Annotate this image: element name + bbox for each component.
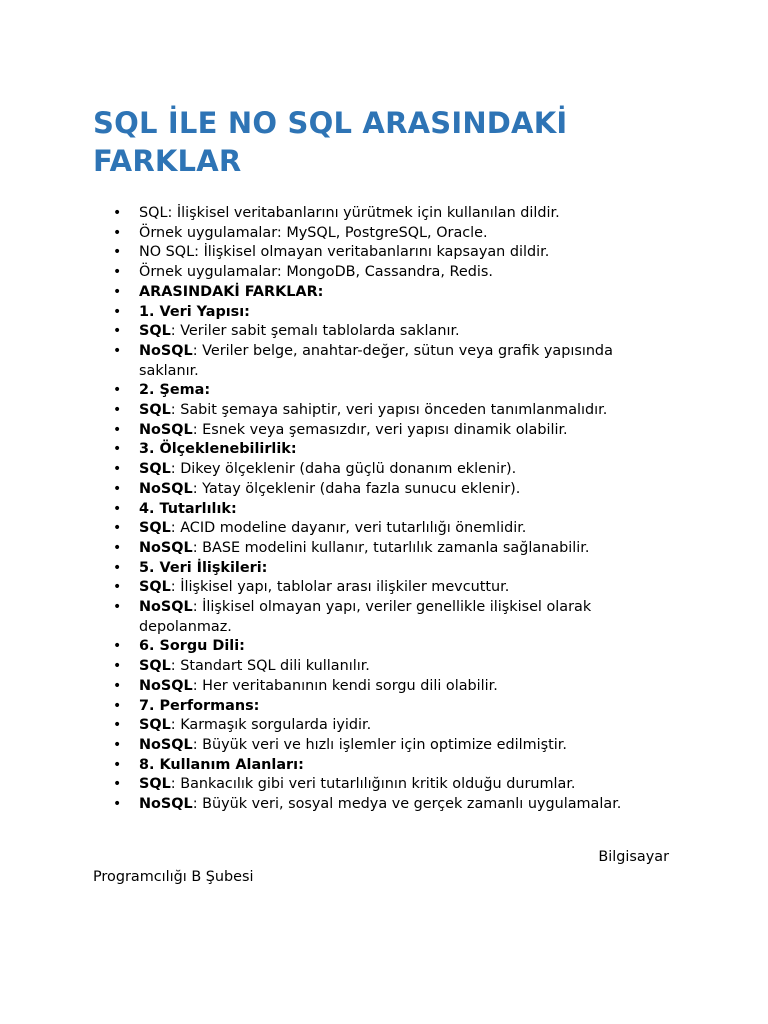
bullet-icon: • <box>113 756 122 773</box>
list-item-text: Örnek uygulamalar: MongoDB, Cassandra, Redis. <box>139 264 493 281</box>
bullet-icon: • <box>113 658 122 675</box>
bullet-icon: • <box>113 539 122 556</box>
list-item-bold: ARASINDAKİ FARKLAR: <box>139 283 324 300</box>
bullet-icon: • <box>113 244 122 261</box>
list-item <box>93 204 673 224</box>
list-item <box>93 283 673 303</box>
list-item <box>93 401 673 421</box>
list-item-bold: NoSQL <box>139 599 193 616</box>
list-item-text: : Veriler belge, anahtar-değer, sütun veya grafik yapısında saklanır. <box>139 342 613 379</box>
list-item <box>93 519 673 539</box>
list-item <box>93 697 673 717</box>
list-item-bold: 6. Sorgu Dili: <box>139 638 245 655</box>
bullet-icon: • <box>113 796 122 813</box>
list-item-text: : Standart SQL dili kullanılır. <box>170 658 370 675</box>
list-item <box>93 224 673 244</box>
list-item-text: : BASE modelini kullanır, tutarlılık zamanla sağlanabilir. <box>192 539 590 556</box>
list-item <box>93 243 673 263</box>
list-item <box>93 578 673 598</box>
signature-line-1: Bilgisayar <box>598 849 669 865</box>
list-item-text: : Büyük veri, sosyal medya ve gerçek zamanlı uygulamalar. <box>192 796 622 813</box>
list-item <box>93 775 673 795</box>
list-item-text: NO SQL: İlişkisel olmayan veritabanlarını kapsayan dildir. <box>139 244 550 261</box>
list-item-bold: SQL <box>139 402 171 419</box>
bullet-icon: • <box>113 500 122 517</box>
list-item-bold: SQL <box>139 323 171 340</box>
signature-line-2: Programcılığı B Şubesi <box>93 869 254 885</box>
bullet-icon: • <box>113 579 122 596</box>
bullet-icon: • <box>113 342 122 359</box>
list-item-bold: NoSQL <box>139 342 193 359</box>
list-item-bold: 2. Şema: <box>139 382 211 399</box>
list-item <box>93 637 673 657</box>
list-item-bold: NoSQL <box>139 796 193 813</box>
list-item-bold: 5. Veri İlişkileri: <box>139 559 268 576</box>
list-item-bold: SQL <box>139 658 171 675</box>
list-item <box>93 440 673 460</box>
list-item-bold: SQL <box>139 520 171 537</box>
bullet-icon: • <box>113 638 122 655</box>
list-item <box>93 480 673 500</box>
bullet-icon: • <box>113 283 122 300</box>
list-item-bold: SQL <box>139 461 171 478</box>
list-item-text: : Bankacılık gibi veri tutarlılığının kritik olduğu durumlar. <box>170 776 576 793</box>
bullet-icon: • <box>113 697 122 714</box>
bullet-list <box>93 204 673 815</box>
list-item <box>93 559 673 579</box>
list-item-text: : Dikey ölçeklenir (daha güçlü donanım eklenir). <box>170 461 517 478</box>
bullet-icon: • <box>113 736 122 753</box>
list-item <box>93 381 673 401</box>
bullet-icon: • <box>113 224 122 241</box>
bullet-icon: • <box>113 303 122 320</box>
list-item <box>93 736 673 756</box>
list-item <box>93 460 673 480</box>
list-item <box>93 322 673 342</box>
list-item <box>93 263 673 283</box>
list-item-bold: SQL <box>139 776 171 793</box>
list-item-bold: 7. Performans: <box>139 697 260 714</box>
list-item <box>93 539 673 559</box>
bullet-icon: • <box>113 776 122 793</box>
list-item-text: : İlişkisel yapı, tablolar arası ilişkiler mevcuttur. <box>170 579 510 596</box>
list-item <box>93 598 673 637</box>
list-item <box>93 657 673 677</box>
list-item-bold: NoSQL <box>139 480 193 497</box>
bullet-icon: • <box>113 461 122 478</box>
list-item <box>93 500 673 520</box>
list-item-text: Örnek uygulamalar: MySQL, PostgreSQL, Oracle. <box>139 224 488 241</box>
list-item-text: : ACID modeline dayanır, veri tutarlılığı önemlidir. <box>170 520 527 537</box>
list-item-bold: SQL <box>139 717 171 734</box>
bullet-icon: • <box>113 480 122 497</box>
list-item-bold: 4. Tutarlılık: <box>139 500 237 517</box>
document-title: SQL İLE NO SQL ARASINDAKİ FARKLAR <box>93 106 568 178</box>
bullet-icon: • <box>113 402 122 419</box>
bullet-icon: • <box>113 441 122 458</box>
bullet-icon: • <box>113 264 122 281</box>
list-item-text: : Veriler sabit şemalı tablolarda saklanır. <box>170 323 460 340</box>
list-item <box>93 756 673 776</box>
list-item-text: : Esnek veya şemasızdır, veri yapısı dinamik olabilir. <box>192 421 568 438</box>
list-item <box>93 342 673 381</box>
bullet-icon: • <box>113 677 122 694</box>
list-item-text: : Yatay ölçeklenir (daha fazla sunucu eklenir). <box>192 480 521 497</box>
list-item <box>93 303 673 323</box>
bullet-icon: • <box>113 717 122 734</box>
list-item-text: : Büyük veri ve hızlı işlemler için optimize edilmiştir. <box>192 736 567 753</box>
list-item-bold: NoSQL <box>139 677 193 694</box>
list-item-bold: SQL <box>139 579 171 596</box>
list-item-text: : Her veritabanının kendi sorgu dili olabilir. <box>192 677 498 694</box>
list-item-text: : İlişkisel olmayan yapı, veriler genellikle ilişkisel olarak depolanmaz. <box>139 599 592 635</box>
list-item <box>93 421 673 441</box>
list-item <box>93 677 673 697</box>
list-item-text: SQL: İlişkisel veritabanlarını yürütmek için kullanılan dildir. <box>139 205 560 221</box>
bullet-icon: • <box>113 599 122 616</box>
list-item-bold: 8. Kullanım Alanları: <box>139 756 304 773</box>
bullet-icon: • <box>113 421 122 438</box>
list-item <box>93 795 673 815</box>
bullet-icon: • <box>113 205 122 221</box>
bullet-icon: • <box>113 520 122 537</box>
list-item-bold: 3. Ölçeklenebilirlik: <box>139 441 297 458</box>
bullet-icon: • <box>113 382 122 399</box>
bullet-icon: • <box>113 323 122 340</box>
list-item-text: : Sabit şemaya sahiptir, veri yapısı önceden tanımlanmalıdır. <box>170 402 608 419</box>
list-item-bold: NoSQL <box>139 539 193 556</box>
list-item-bold: NoSQL <box>139 421 193 438</box>
bullet-icon: • <box>113 559 122 576</box>
list-item <box>93 716 673 736</box>
list-item-bold: NoSQL <box>139 736 193 753</box>
list-item-text: : Karmaşık sorgularda iyidir. <box>170 717 372 734</box>
list-item-bold: 1. Veri Yapısı: <box>139 303 250 320</box>
